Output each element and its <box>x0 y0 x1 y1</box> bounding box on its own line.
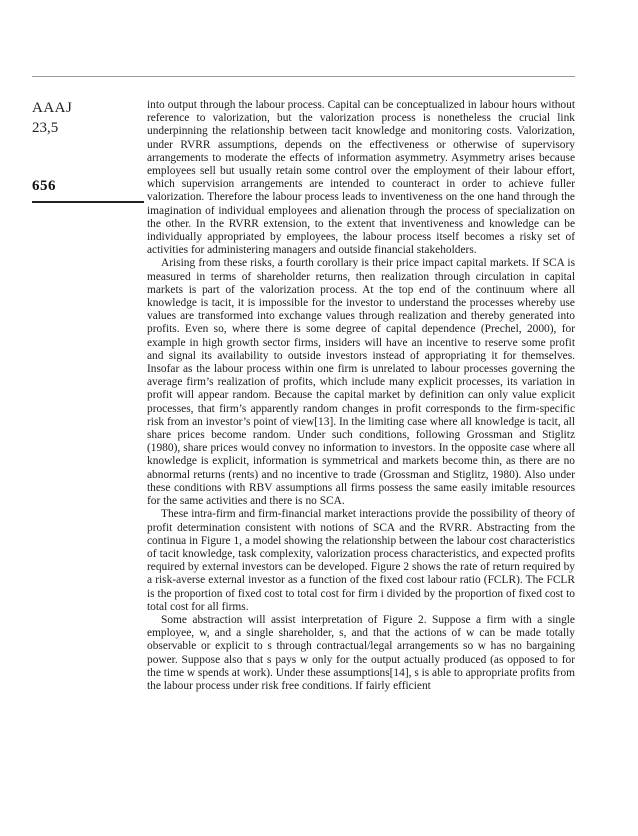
paragraph: Some abstraction will assist interpretation of Figure 2. Suppose a firm with a single employee, w, and a single shareholder, s, and that the actions of w can be made totally observable or explicit to s through contractual/legal arrangements so w has no bargaining power. Suppose also that s pays w only for the output actually produced (as opposed to for the time w spends at work). Under these assumptions[14], s is able to appropriate profits from the labour process under risk free conditions. If fairly efficient <box>147 613 576 692</box>
paragraph: These intra-firm and firm-financial market interactions provide the possibility of theory of profit determination consistent with notions of SCA and the RVRR. Abstracting from the continua in Figure 1, a model showing the relationship between the labour cost characteristics of tacit knowledge, task complexity, valorization process characteristics, and expected profits required by external investors can be developed. Figure 2 shows the rate of return required by a risk-averse external investor as a function of the fixed cost labour ratio (FCLR). The FCLR is the proportion of fixed cost to total cost for firm i divided by the proportion of fixed cost to total cost for all firms. <box>147 508 575 613</box>
sidebar-rule <box>32 201 144 203</box>
page-number: 656 <box>32 178 56 194</box>
paragraph: into output through the labour process. Capital can be conceptualized in labour hours without reference to valorization, but the valorization process is nonetheless the crucial link underpinning the relationship between tacit knowledge and monitoring costs. Valorization, under RVRR assumptions, depends on the effectiveness or otherwise of supervisory arrangements to moderate the effects of information asymmetry. Asymmetry arises because employees sell but usually retain some control over the employment of their labour effort, which supervision arrangements are intended to counteract in order to achieve fuller valorization. Therefore the labour process leads to inventiveness on the one hand through the imagination of individual employees and alienation through the process of specialization on the other. In the RVRR extension, to the extent that inventiveness and knowledge can be individually appropriated by employees, the labour process itself becomes a risky set of activities for administering managers and outside financial stakeholders. <box>147 99 575 257</box>
top-rule <box>32 76 575 77</box>
journal-abbreviation: AAAJ <box>32 100 73 116</box>
body-text <box>147 99 575 693</box>
running-header <box>32 98 144 194</box>
paragraph: Arising from these risks, a fourth corollary is their price impact capital markets. If SCA is measured in terms of shareholder returns, then realization through circulation in capital markets is part of the valorization process. At the top end of the continuum where all knowledge is tacit, it is impossible for the investor to understand the processes whereby use values are transformed into exchange values through realization and thereby generated into profits. Even so, where there is some degree of capital dependence (Prechel, 2000), for example in high growth sector firms, insiders will have an incentive to reserve some profit and signal its availability to outside investors instead of appropriating it for themselves. Insofar as the labour process within one firm is unrelated to labour processes governing the average firm’s realization of profits, which include many explicit processes, its variation in profit will appear random. Because the capital market by definition can only value explicit processes, that firm’s apparently random changes in profit corresponds to the firm-specific risk from an investor’s point of view[13]. In the limiting case where all knowledge is tacit, all share prices become random. Under such conditions, following Grossman and Stiglitz (1980), share prices would convey no information to investors. In the opposite case where all knowledge is explicit, information is symmetrical and markets become thin, as there are no abnormal returns (rents) and no incentive to trade (Grossman and Stiglitz, 1980). Also under these conditions with RBV assumptions all firms possess the same easily imitable resources for the same activities and there is no SCA. <box>147 257 575 508</box>
volume-issue: 23,5 <box>32 120 59 136</box>
